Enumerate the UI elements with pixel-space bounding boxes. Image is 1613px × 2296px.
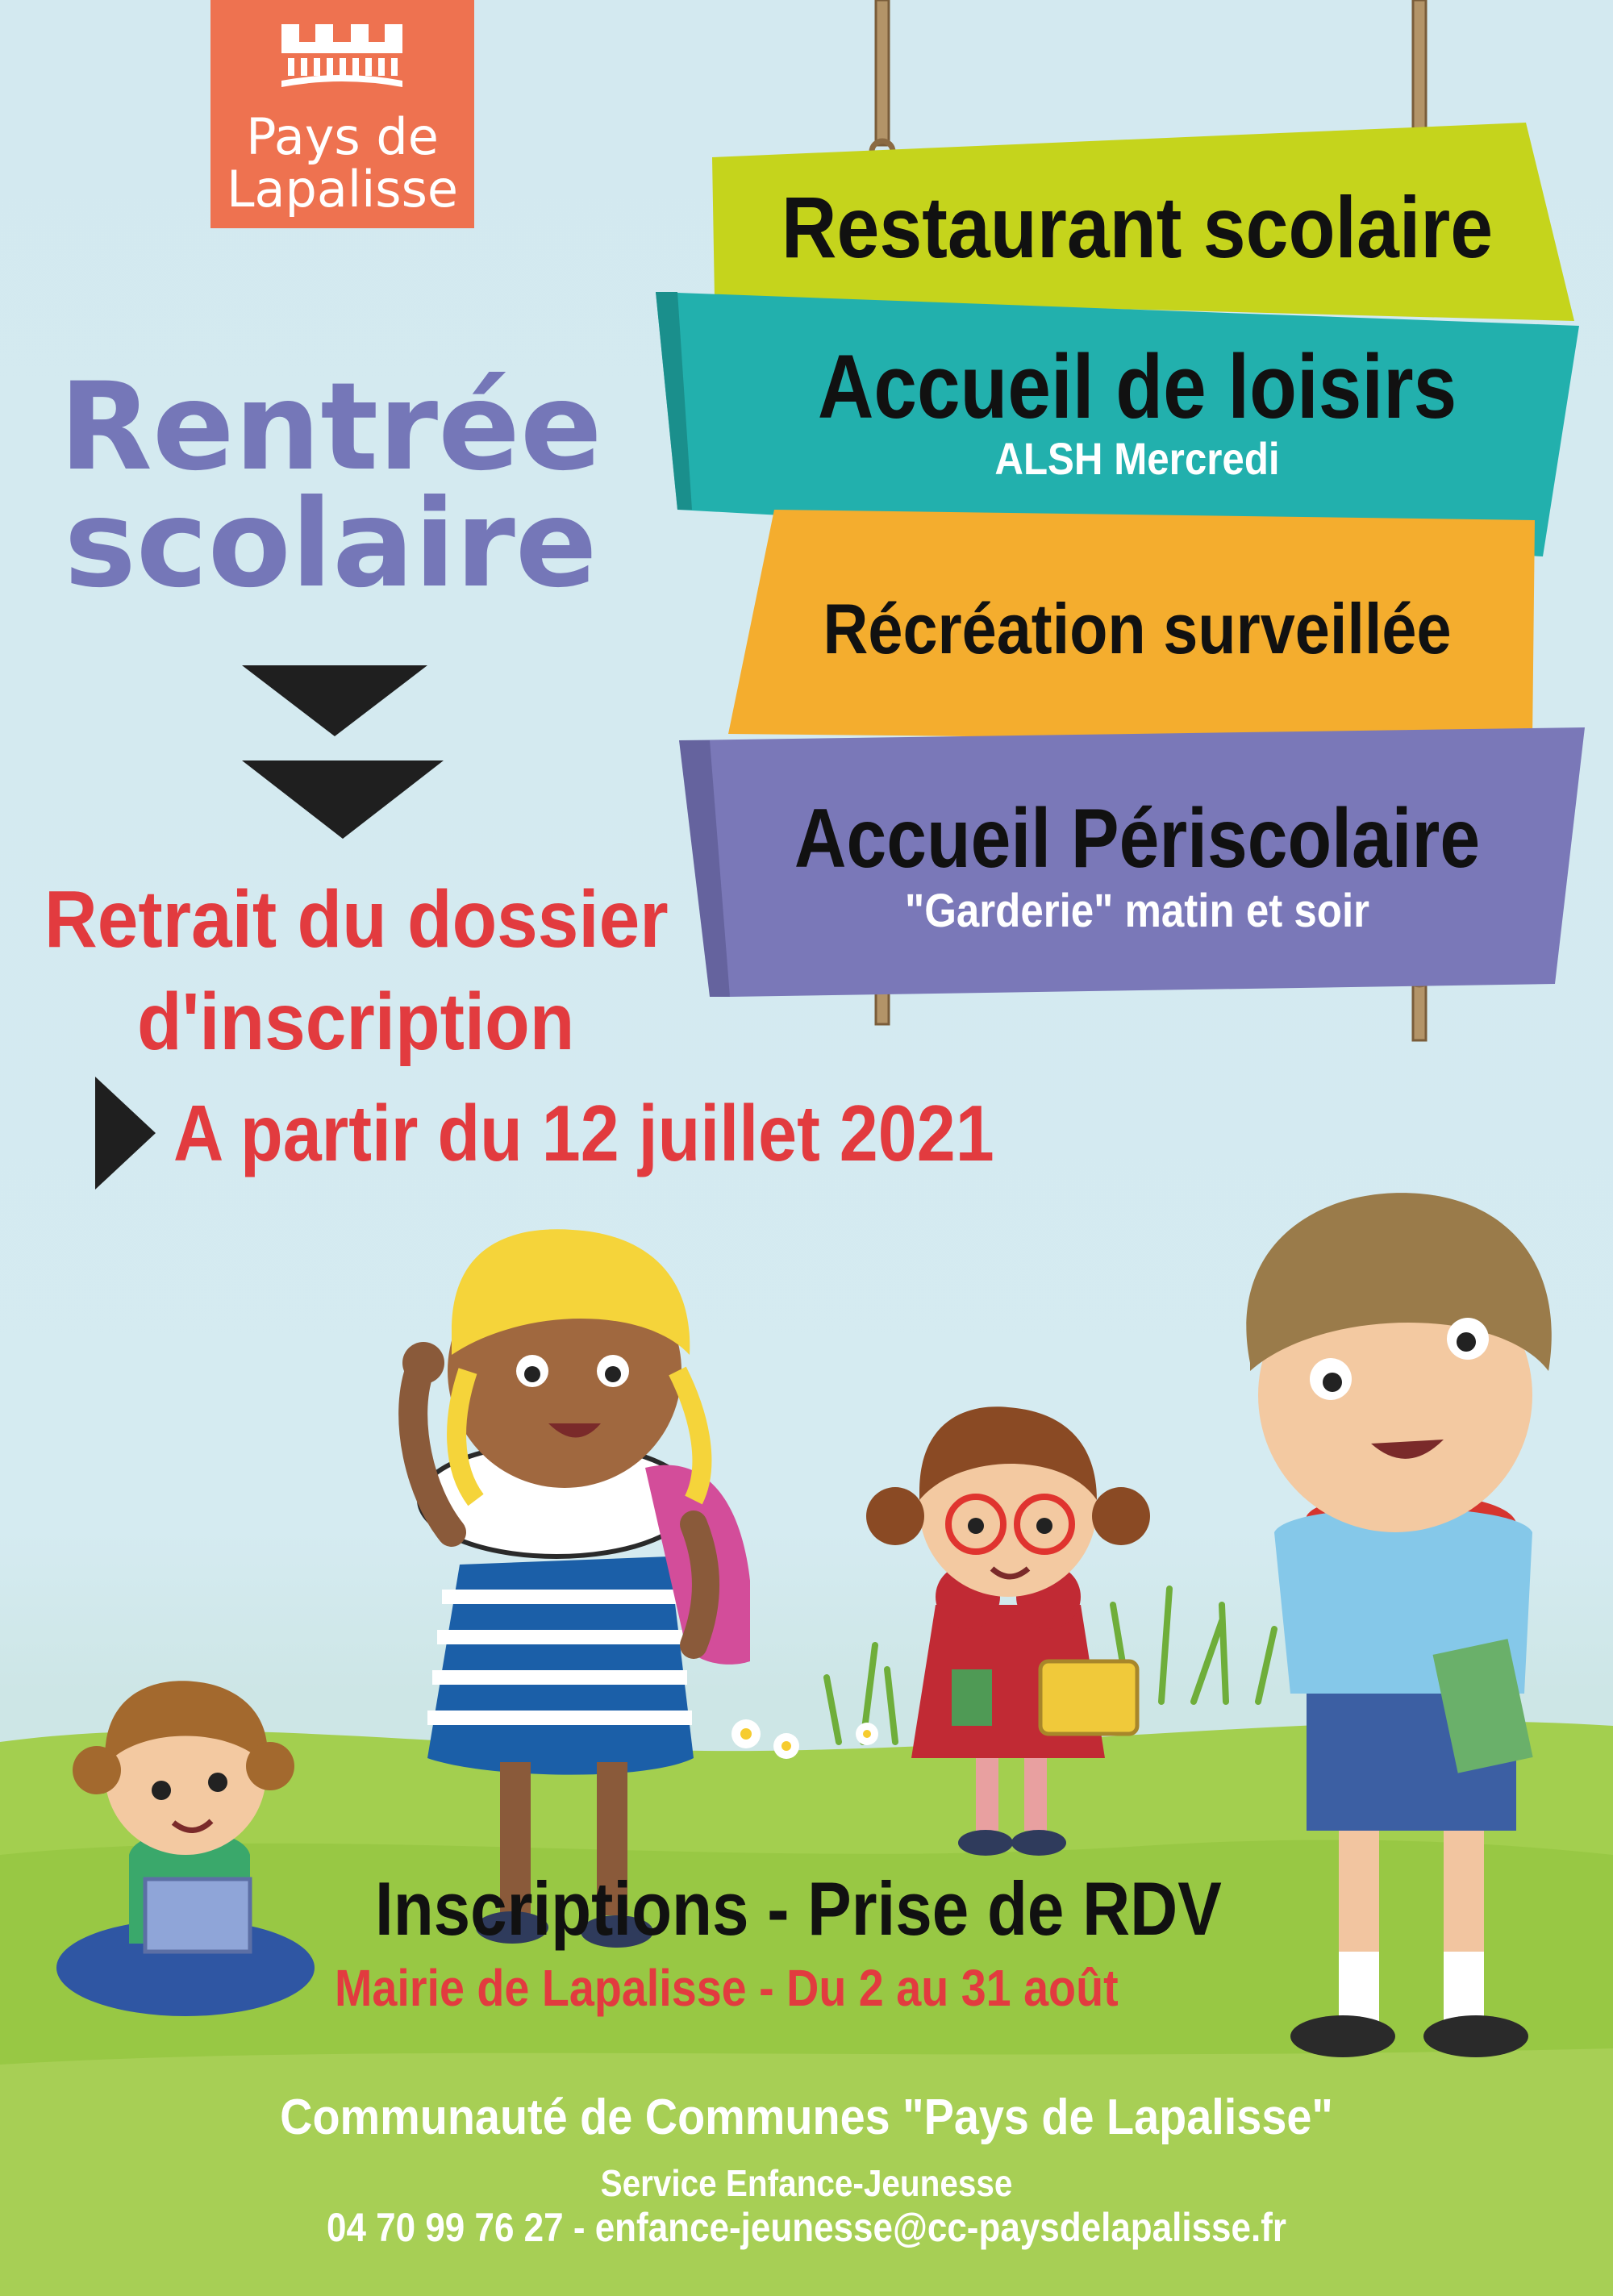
headline-line-2: scolaire [64,474,598,615]
footer-service: Service Enfance-Jeunesse [600,2162,1013,2204]
boy [1246,1193,1551,2057]
sign-accueil-de-loisirs: Accueil de loisirs [817,336,1457,437]
footer-org: Communauté de Communes "Pays de Lapalisse" [280,2090,1333,2145]
headline-line-1: Rentrée [59,357,602,498]
sign-alsh-mercredi: ALSH Mercredi [994,433,1280,484]
sign-accueil-periscolaire: Accueil Périscolaire [794,792,1481,885]
inscriptions-detail: Mairie de Lapalisse - Du 2 au 31 août [335,1959,1119,2017]
logo-line-2: Lapalisse [226,160,459,219]
girl-blonde [402,1229,750,1948]
girl-reading [56,1681,315,2016]
sign-recreation-surveillee: Récréation surveillée [823,589,1452,669]
logo-line-1: Pays de [246,107,439,166]
sign-garderie: "Garderie" matin et soir [904,885,1369,937]
girl-glasses [866,1406,1150,1856]
sign-restaurant-scolaire: Restaurant scolaire [781,178,1494,276]
retrait-line-1: Retrait du dossier [44,874,669,965]
inscriptions-title: Inscriptions - Prise de RDV [375,1866,1222,1951]
footer-contact: 04 70 99 76 27 - enfance-jeunesse@cc-paysdelapalisse.fr [326,2205,1287,2250]
retrait-date: A partir du 12 juillet 2021 [173,1089,994,1177]
retrait-line-2: d'inscription [137,977,575,1067]
